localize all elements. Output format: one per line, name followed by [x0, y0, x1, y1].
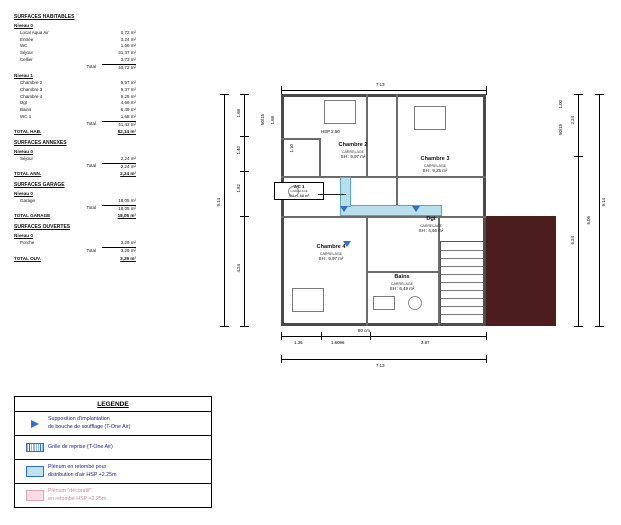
dimension-label: 6.24 [570, 236, 575, 245]
table-row: Cellier 3,73 m² [20, 56, 136, 63]
surface-table [14, 240, 136, 255]
table-row: Chambre 2 9,97 m² [20, 80, 136, 86]
section-title: SURFACES OUVERTES [14, 224, 71, 231]
dimension-label-small: 1.68 [270, 116, 275, 125]
leader-line [318, 194, 346, 195]
wall-interior-horizontal [281, 176, 486, 178]
table-row-total: Total 40,72 m² [86, 64, 136, 70]
furniture-sink [408, 296, 422, 310]
dimension-line-top [281, 90, 486, 91]
dimension-tick [486, 355, 487, 363]
dimension-tick [486, 332, 487, 340]
dimension-label: 1.40 [236, 146, 241, 155]
room-label-chambre-3: Chambre 3 CARRELAGE SH : 9,25 m² [420, 156, 450, 174]
dimension-tick [240, 326, 249, 327]
table-row-total: Total 2,24 m² [86, 163, 136, 169]
roof-hatch-area [486, 216, 556, 326]
level-name: Niveau 0 [14, 23, 33, 29]
dimension-tick [574, 326, 583, 327]
dimension-tick [595, 326, 604, 327]
table-row: Séjour 2,24 m² [20, 155, 136, 162]
plenum-pink-icon [22, 490, 48, 501]
table-row: Garage 18,05 m² [20, 197, 136, 204]
furniture-bathtub [373, 296, 395, 310]
table-row: Local Aqua Air 0,72 m² [20, 29, 136, 35]
grand-total: TOTAL ANN. 2,24 m² [14, 171, 136, 177]
table-row: WC 1,66 m² [20, 43, 136, 49]
dimension-label: 1.82 [236, 184, 241, 193]
dimension-tick [240, 171, 249, 172]
level-name: Niveau 0 [14, 191, 33, 197]
dimension-line-left-outer [224, 94, 225, 326]
dimension-tick [220, 94, 229, 95]
grille-icon [22, 443, 48, 452]
furniture-bed [324, 100, 356, 124]
dimension-tick [220, 326, 229, 327]
legend-item-text: Grille de reprise (T-One Air) [48, 443, 113, 450]
table-row: Chambre 3 9,37 m² [20, 86, 136, 92]
floor-plan [218, 16, 608, 371]
staircase [440, 241, 484, 325]
dimension-label-small: 50/15 [260, 114, 265, 125]
table-row: WC 1 1,68 m² [20, 113, 136, 120]
dimension-label: 3.97 [421, 340, 430, 345]
grand-total: TOTAL HAB. 82,14 m² [14, 129, 136, 135]
plenum-blue-icon [22, 466, 48, 477]
note-hsp: HSP 2.50 [321, 129, 340, 134]
dimension-tick [595, 94, 604, 95]
dimension-label-small: 50/15 [558, 124, 563, 135]
surface-table [14, 80, 136, 128]
table-row: Séjour 31,37 m² [20, 50, 136, 56]
legend-item-text: Supposition d'implantation de bouche de soufflage (T-One Air) [48, 416, 131, 430]
note-door: 80 cm [358, 328, 370, 333]
dimension-tick [486, 86, 487, 95]
dimension-line-right-chain [578, 94, 579, 326]
grand-total: TOTAL GARAGE 18,05 m² [14, 213, 136, 219]
dimension-line-left-chain [244, 94, 245, 326]
section-title: SURFACES ANNEXES [14, 139, 67, 146]
legend-item [15, 483, 211, 507]
dimension-label: 1.00 [558, 100, 563, 109]
note-window: 1.10 [289, 144, 294, 153]
room-label-chambre-4: Chambre 4 CARRELAGE SH : 9,97 m² [316, 244, 346, 262]
furniture-bed [292, 288, 324, 312]
air-outlet-triangle-icon [340, 206, 348, 212]
table-row-total: Total 18,05 m² [86, 205, 136, 211]
dimension-label-bottom-total: 7.13 [376, 363, 385, 368]
room-label-wc: WC 1 CARRELAGE SH : 1,68 m² [274, 182, 324, 200]
level-name: Niveau 0 [14, 149, 33, 155]
dimension-label: 4.24 [236, 264, 241, 273]
dimension-label: 5.06 [586, 216, 591, 225]
air-outlet-triangle-icon [412, 206, 420, 212]
level-name: Niveau 0 [14, 233, 33, 239]
dimension-tick [574, 94, 583, 95]
dimension-line-bottom-seg [281, 336, 486, 337]
dimension-tick [370, 332, 371, 340]
dimension-line-right-outer [599, 94, 600, 326]
legend-item-text: Plénum "décoratif" en retombé HSP +2.25m. [48, 488, 108, 502]
wall-interior-vertical [366, 94, 368, 176]
wall-exterior-top [281, 94, 486, 97]
legend-item [15, 435, 211, 459]
surfaces-tables [14, 14, 136, 262]
furniture-bed [414, 106, 446, 130]
dimension-tick [240, 94, 249, 95]
table-row: Dgt 4,66 m² [20, 100, 136, 106]
table-row-total: Total 3,29 m² [86, 247, 136, 253]
table-row: Entrée 3,24 m² [20, 36, 136, 42]
dimension-tick [240, 216, 249, 217]
dimension-tick [281, 332, 282, 340]
wall-interior-vertical [396, 94, 398, 216]
room-label-chambre-2: Chambre 2 CARRELAGE SH : 9,97 m² [338, 142, 368, 160]
plenum-duct [340, 177, 351, 207]
furniture-wc-bowl [288, 186, 299, 197]
dimension-tick [240, 136, 249, 137]
dimension-label: 1.36 [294, 340, 303, 345]
dimension-tick [281, 355, 282, 363]
dimension-label-top: 7.13 [376, 82, 385, 87]
dimension-label-right-outer: 9.14 [601, 198, 606, 207]
grand-total: TOTAL OUV. 3,29 m² [14, 255, 136, 261]
room-label-dgt: Dgt CARRELAGE SH : 4,66 m² [418, 216, 444, 234]
legend-box [14, 396, 212, 508]
table-row: Bains 6,49 m² [20, 107, 136, 113]
dimension-label-left-outer: 9.14 [216, 198, 221, 207]
wall-interior-horizontal [366, 271, 438, 273]
dimension-tick [321, 332, 322, 340]
table-row: Chambre 4 9,25 m² [20, 93, 136, 99]
surface-table [14, 30, 136, 72]
dimension-label: 1.6096 [331, 340, 345, 345]
legend-item [15, 411, 211, 435]
dimension-label: 2.24 [570, 116, 575, 125]
wall-exterior-left [281, 94, 284, 326]
legend-title: LEGENDE [97, 401, 129, 408]
plenum-duct [340, 205, 442, 216]
surface-table [14, 156, 136, 171]
level-name: Niveau 1 [14, 73, 33, 79]
room-label-bains: Bains CARRELAGE SH : 6,49 m² [389, 274, 415, 292]
legend-item-text: Plénum en retombé pour distribution d'air HSP +2.25m [48, 464, 117, 478]
wall-interior-horizontal [281, 138, 321, 140]
section-title: SURFACES GARAGE [14, 182, 65, 189]
section-title: SURFACES HABITABLES [14, 14, 75, 20]
dimension-tick [574, 156, 583, 157]
triangle-blue-icon [22, 420, 48, 428]
dimension-label: 1.68 [236, 109, 241, 118]
dimension-line-bottom-total [281, 359, 486, 360]
legend-item [15, 459, 211, 483]
table-row: Porche 3,29 m² [20, 240, 136, 246]
surface-table [14, 198, 136, 213]
table-row-total: Total 41,42 m² [86, 121, 136, 127]
